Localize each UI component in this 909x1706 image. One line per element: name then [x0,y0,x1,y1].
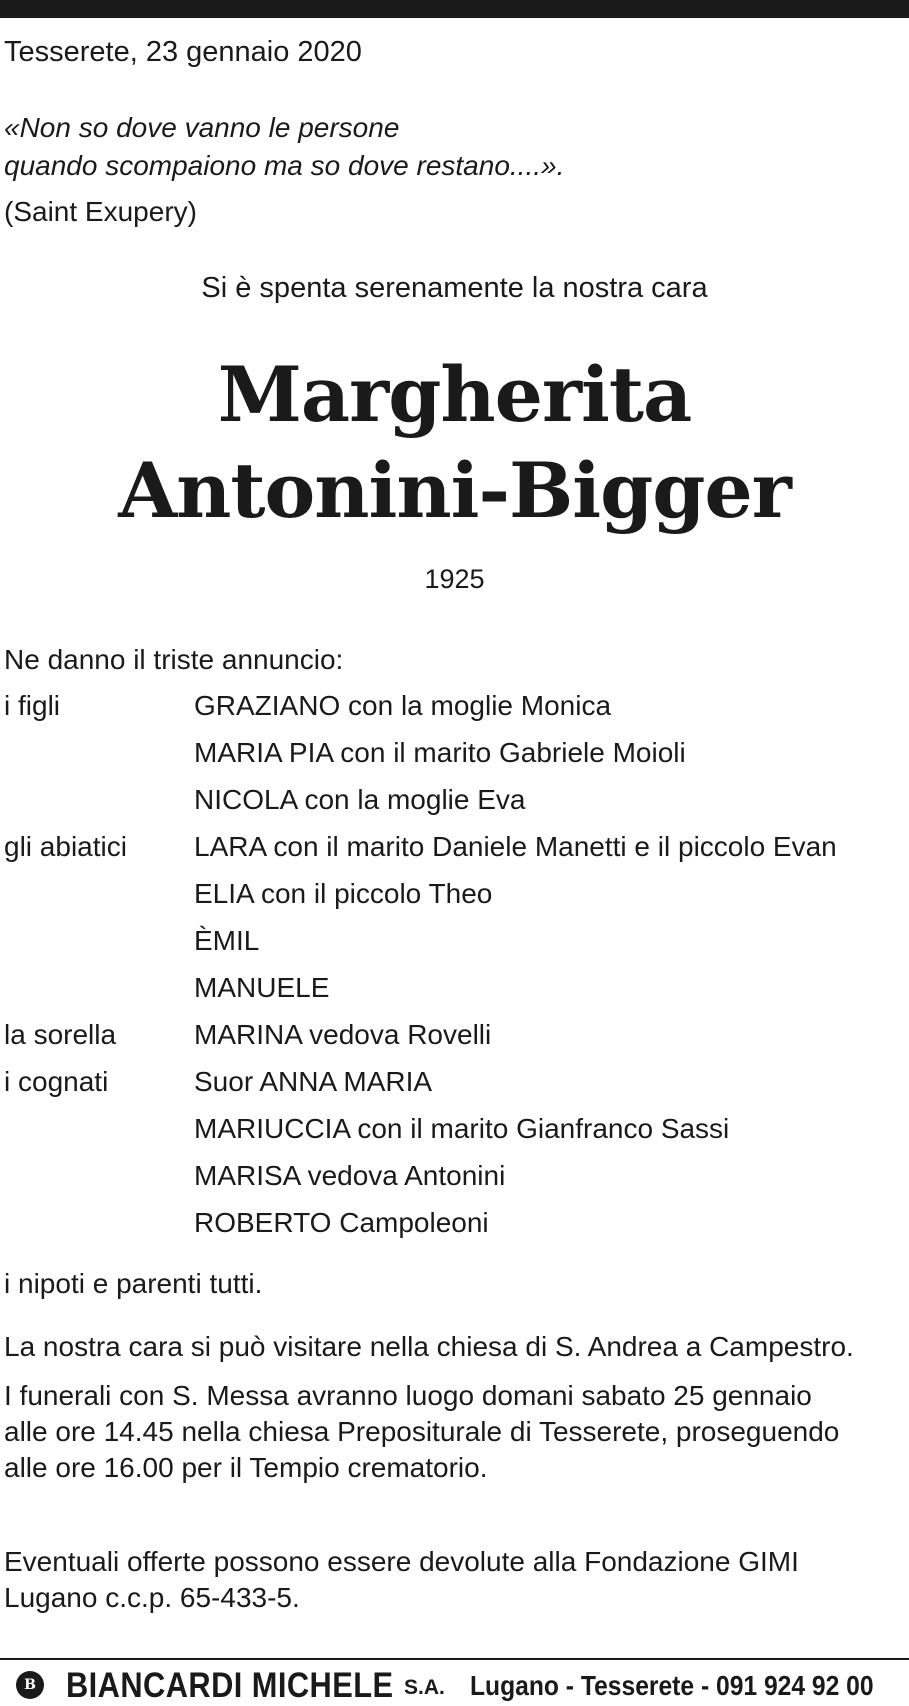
relation-label: i cognati [4,1066,109,1097]
mourner-entry: Suor ANNA MARIA [194,1066,433,1097]
mourner-entry: ELIA con il piccolo Theo [194,878,493,909]
funeral-home-suffix: S.A. [404,1676,445,1699]
mourner-entry: ROBERTO Campoleoni [194,1207,489,1238]
relation-label: i figli [4,690,61,721]
top-rule [0,0,909,18]
mourner-entry: ÈMIL [194,925,260,956]
mourners-closing: i nipoti e parenti tutti. [4,1268,263,1299]
funeral-text-line: alle ore 16.00 per il Tempio crematorio. [4,1452,488,1483]
relation-label: gli abiatici [4,831,127,862]
visitation-text: La nostra cara si può visitare nella chiesa di S. Andrea a Campestro. [4,1331,854,1362]
relation-label: la sorella [4,1019,117,1050]
mourner-entry: LARA con il marito Daniele Manetti e il piccolo Evan [194,831,837,862]
funeral-home-contact: Lugano - Tesserete - 091 924 92 00 [470,1670,874,1701]
birth-year: 1925 [424,564,485,594]
place-date: Tesserete, 23 gennaio 2020 [4,36,362,68]
footer-rule [0,1658,909,1660]
funeral-home-logo-icon: B [16,1671,44,1699]
deceased-surname: Antonini-Bigger [118,446,791,535]
mourner-entry: MARINA vedova Rovelli [194,1019,492,1050]
mourner-entry: GRAZIANO con la moglie Monica [194,690,612,721]
quote-author: (Saint Exupery) [4,196,197,227]
mourner-entry: MARIA PIA con il marito Gabriele Moioli [194,737,686,768]
funeral-text-line: I funerali con S. Messa avranno luogo domani sabato 25 gennaio [4,1380,812,1411]
quote-line-1: «Non so dove vanno le persone [4,112,400,143]
mourner-entry: MANUELE [194,972,330,1003]
funeral-home-name: BIANCARDI MICHELE [66,1666,394,1705]
quote-line-2: quando scompaiono ma so dove restano....». [4,150,565,181]
mourner-entry: MARISA vedova Antonini [194,1160,506,1191]
mourner-entry: NICOLA con la moglie Eva [194,784,526,815]
mourner-entry: MARIUCCIA con il marito Gianfranco Sassi [194,1113,730,1144]
donation-text-line: Lugano c.c.p. 65-433-5. [4,1582,300,1613]
deceased-first-name: Margherita [217,350,692,439]
donation-text-line: Eventuali offerte possono essere devolute alla Fondazione GIMI [4,1546,799,1577]
funeral-text-line: alle ore 14.45 nella chiesa Prepositurale di Tesserete, proseguendo [4,1416,840,1447]
announcement-intro: Si è spenta serenamente la nostra cara [201,272,708,304]
mourners-lead: Ne danno il triste annuncio: [4,644,344,675]
